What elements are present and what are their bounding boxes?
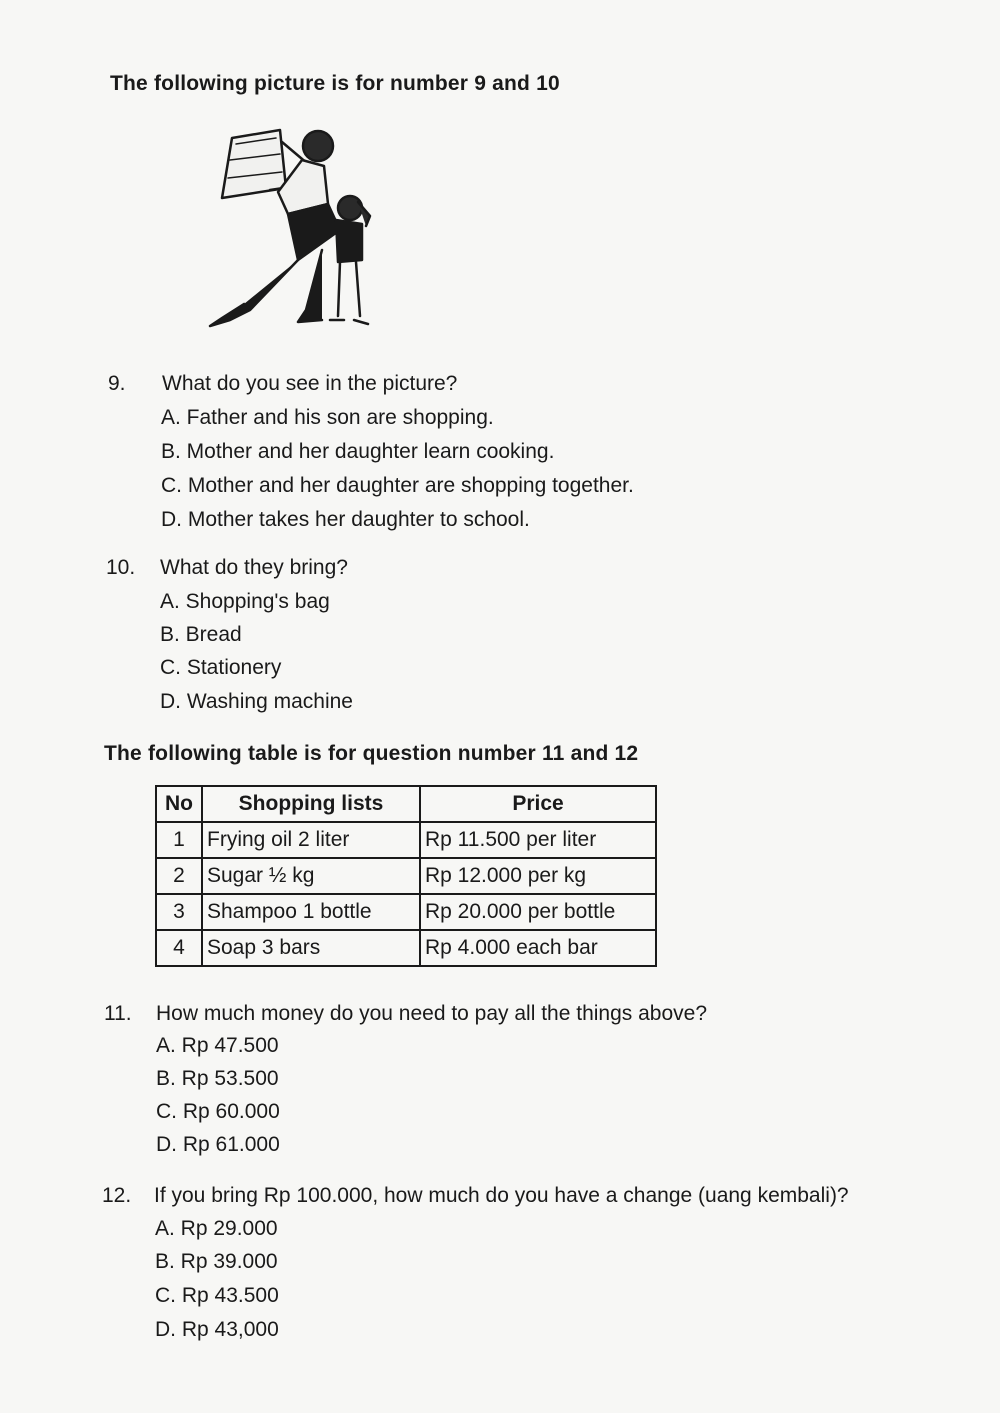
option-b[interactable]: B. Rp 53.500 <box>156 1067 279 1090</box>
column-header-no: No <box>156 786 202 822</box>
question-text: How much money do you need to pay all the things above? <box>156 1002 708 1025</box>
cell-no: 4 <box>156 930 202 966</box>
question-number: 10. <box>106 556 136 579</box>
option-c[interactable]: C. Rp 43.500 <box>155 1284 279 1307</box>
cell-price: Rp 12.000 per kg <box>420 858 656 894</box>
option-a[interactable]: A. Rp 47.500 <box>156 1034 279 1057</box>
question-9 <box>108 372 988 402</box>
option-a[interactable]: A. Father and his son are shopping. <box>161 406 494 429</box>
cell-no: 3 <box>156 894 202 930</box>
cell-no: 2 <box>156 858 202 894</box>
table-header-row <box>156 786 656 822</box>
question-number: 9. <box>108 372 126 395</box>
column-header-price: Price <box>420 786 656 822</box>
option-d[interactable]: D. Mother takes her daughter to school. <box>161 508 530 531</box>
question-11 <box>104 1002 984 1032</box>
cell-price: Rp 4.000 each bar <box>420 930 656 966</box>
cell-price: Rp 20.000 per bottle <box>420 894 656 930</box>
question-12 <box>102 1184 992 1214</box>
cell-item: Sugar ½ kg <box>202 858 420 894</box>
table-row <box>156 822 656 858</box>
option-c[interactable]: C. Mother and her daughter are shopping together. <box>161 474 634 497</box>
option-a[interactable]: A. Shopping's bag <box>160 590 330 613</box>
option-b[interactable]: B. Mother and her daughter learn cooking. <box>161 440 555 463</box>
shopping-list-table <box>155 785 657 967</box>
table-row <box>156 930 656 966</box>
cell-item: Shampoo 1 bottle <box>202 894 420 930</box>
question-number: 12. <box>102 1184 132 1207</box>
question-number: 11. <box>104 1002 132 1025</box>
section-heading-picture: The following picture is for number 9 and 10 <box>110 72 560 95</box>
question-10 <box>106 556 986 586</box>
table-row <box>156 858 656 894</box>
option-d[interactable]: D. Washing machine <box>160 690 353 713</box>
cell-no: 1 <box>156 822 202 858</box>
question-text: What do you see in the picture? <box>162 372 458 395</box>
option-d[interactable]: D. Rp 61.000 <box>156 1133 280 1156</box>
table-row <box>156 894 656 930</box>
mother-daughter-shopping-illustration <box>190 120 390 340</box>
option-c[interactable]: C. Stationery <box>160 656 282 679</box>
option-a[interactable]: A. Rp 29.000 <box>155 1217 278 1240</box>
option-b[interactable]: B. Rp 39.000 <box>155 1250 278 1273</box>
option-d[interactable]: D. Rp 43,000 <box>155 1318 279 1341</box>
cell-item: Soap 3 bars <box>202 930 420 966</box>
option-b[interactable]: B. Bread <box>160 623 242 646</box>
section-heading-table: The following table is for question number 11 and 12 <box>104 742 639 765</box>
option-c[interactable]: C. Rp 60.000 <box>156 1100 280 1123</box>
question-text: If you bring Rp 100.000, how much do you have a change (uang kembali)? <box>154 1184 849 1207</box>
column-header-shopping-lists: Shopping lists <box>202 786 420 822</box>
cell-price: Rp 11.500 per liter <box>420 822 656 858</box>
cell-item: Frying oil 2 liter <box>202 822 420 858</box>
question-text: What do they bring? <box>160 556 348 579</box>
